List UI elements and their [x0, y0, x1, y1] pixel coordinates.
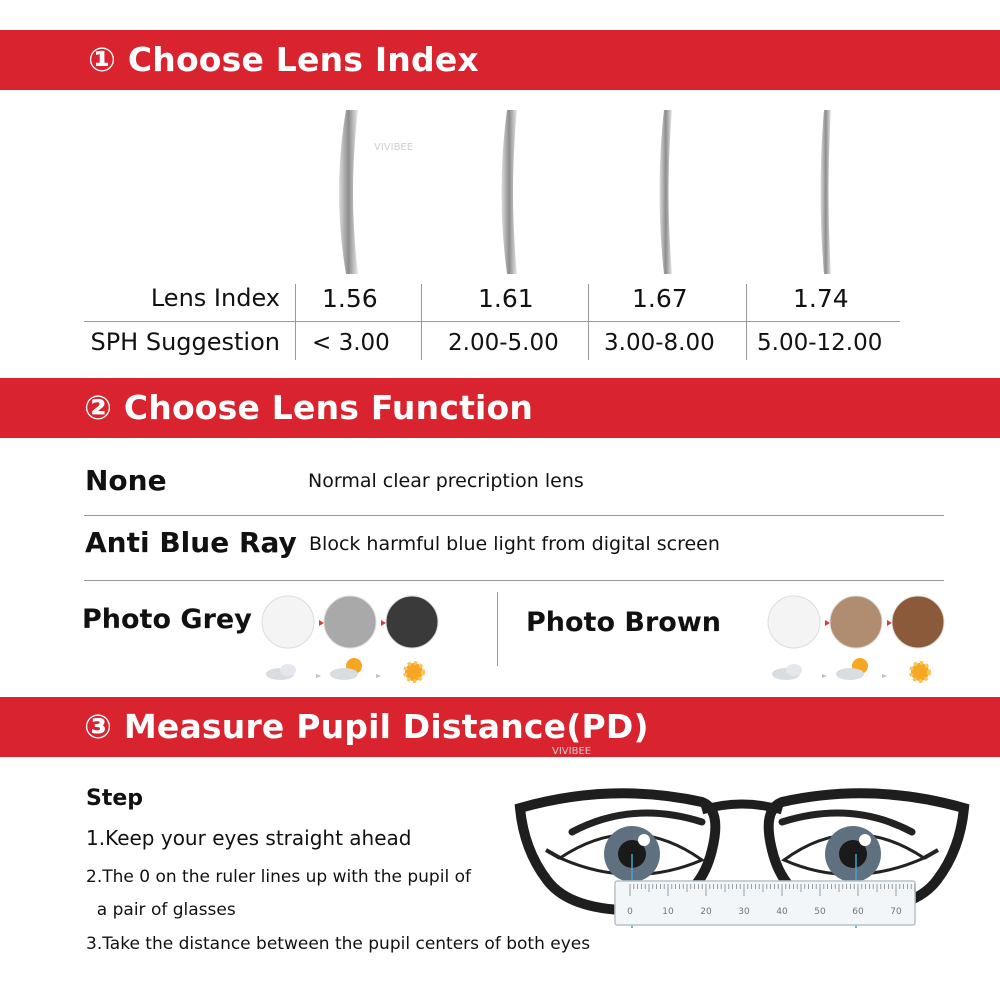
function-divider: [84, 580, 944, 581]
lens-index-value: 1.56: [322, 284, 378, 313]
cloud-icon: [786, 664, 802, 676]
table-divider: [421, 284, 422, 360]
lens-swatch: [262, 596, 314, 648]
section-banner-pupil-distance: [0, 697, 1000, 757]
section-title: ③ Measure Pupil Distance(PD): [84, 707, 649, 746]
arrow-right-icon: [316, 674, 321, 678]
section-title: ② Choose Lens Function: [84, 388, 534, 427]
sun-icon: [405, 663, 423, 681]
photochromic-swatches: [0, 590, 1000, 690]
ruler-tick-label: 0: [627, 907, 633, 917]
table-divider: [295, 284, 296, 360]
lens-edge-icon: [812, 108, 842, 276]
sun-cloud-icon: [836, 668, 864, 680]
function-divider: [84, 515, 944, 516]
function-name: None: [85, 464, 167, 497]
lens-swatch: [892, 596, 944, 648]
row-label-lens-index: Lens Index: [150, 284, 280, 312]
arrow-right-icon: [319, 620, 324, 626]
sph-value: 2.00-5.00: [448, 330, 559, 356]
lens-index-value: 1.61: [478, 284, 534, 313]
lens-swatch: [768, 596, 820, 648]
sun-cloud-icon: [330, 668, 358, 680]
watermark: VIVIBEE: [374, 142, 414, 153]
lens-swatch: [386, 596, 438, 648]
function-name: Anti Blue Ray: [85, 526, 297, 559]
arrow-right-icon: [825, 620, 830, 626]
lens-index-value: 1.74: [793, 284, 849, 313]
cloud-icon: [280, 664, 296, 676]
photochromic-grey-label: Photo Grey: [82, 604, 252, 635]
lens-swatch: [324, 596, 376, 648]
step-item: 1.Keep your eyes straight ahead: [86, 826, 412, 850]
step-heading: Step: [86, 786, 144, 811]
arrow-right-icon: [887, 620, 892, 626]
sph-value: < 3.00: [312, 330, 390, 356]
photochromic-brown-label: Photo Brown: [526, 607, 722, 638]
arrow-right-icon: [882, 674, 887, 678]
lens-swatch: [830, 596, 882, 648]
arrow-right-icon: [822, 674, 827, 678]
ruler-tick-label: 30: [738, 907, 750, 917]
ruler-tick-label: 50: [814, 907, 826, 917]
section-banner-lens-index: [0, 30, 1000, 90]
step-item: 2.The 0 on the ruler lines up with the pupil of: [86, 867, 471, 887]
lens-edge-icon: [336, 108, 366, 276]
row-label-sph: SPH Suggestion: [90, 328, 280, 356]
section-banner-lens-function: [0, 378, 1000, 438]
ruler-tick-label: 40: [776, 907, 788, 917]
ruler-icon: [614, 880, 918, 928]
section-title: ① Choose Lens Index: [88, 40, 479, 79]
table-divider: [84, 321, 900, 322]
lens-edge-icon: [652, 108, 682, 276]
function-desc: Block harmful blue light from digital screen: [309, 533, 720, 555]
table-divider: [746, 284, 747, 360]
arrow-right-icon: [381, 620, 386, 626]
table-divider: [588, 284, 589, 360]
sun-icon: [911, 663, 929, 681]
lens-index-value: 1.67: [632, 284, 688, 313]
sph-value: 5.00-12.00: [757, 330, 883, 356]
lens-edge-icon: [496, 108, 526, 276]
function-desc: Normal clear precription lens: [308, 470, 584, 492]
sph-value: 3.00-8.00: [604, 330, 715, 356]
arrow-right-icon: [376, 674, 381, 678]
ruler-tick-label: 10: [662, 907, 674, 917]
step-item: a pair of glasses: [86, 900, 236, 920]
ruler-tick-label: 60: [852, 907, 864, 917]
ruler-tick-label: 70: [890, 907, 902, 917]
ruler-tick-label: 20: [700, 907, 712, 917]
watermark: VIVIBEE: [552, 746, 592, 757]
step-item: 3.Take the distance between the pupil centers of both eyes: [86, 934, 591, 954]
